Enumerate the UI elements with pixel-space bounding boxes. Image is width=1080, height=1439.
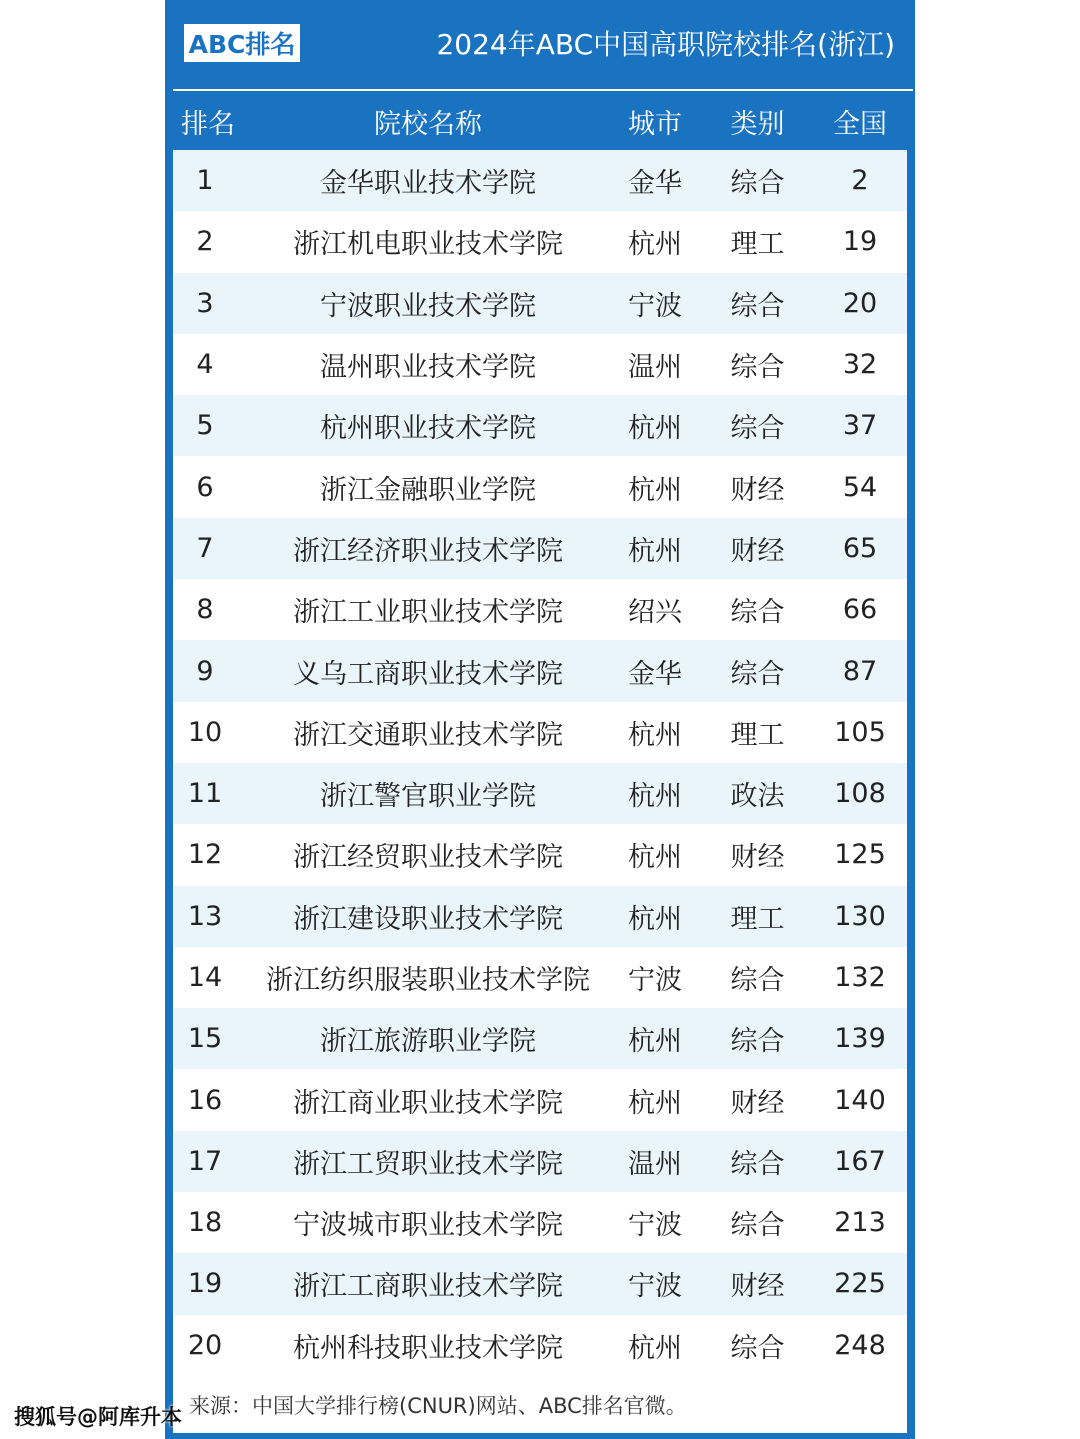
school-name-cell: 浙江纺织服装职业技术学院 [266,965,590,996]
type-cell: 综合 [730,1026,785,1058]
table-row [173,824,907,885]
rank-cell: 18 [187,1207,223,1239]
rank-cell: 15 [187,1023,223,1055]
table-row [173,763,907,824]
national-rank-cell: 87 [842,655,878,687]
national-rank-cell: 19 [842,226,878,258]
rank-cell: 17 [187,1145,223,1177]
table-row [173,456,907,517]
school-name-cell: 浙江旅游职业学院 [320,1026,536,1058]
type-cell: 理工 [730,719,785,751]
type-cell: 综合 [730,168,785,200]
school-name-cell: 浙江工商职业技术学院 [293,1271,563,1303]
type-cell: 综合 [730,290,785,322]
national-rank-cell: 132 [834,962,886,993]
city-cell: 宁波 [628,965,682,996]
table-row [173,1253,907,1314]
table-row [173,1315,907,1376]
city-cell: 金华 [628,168,682,200]
rank-cell: 1 [196,165,214,197]
school-name-cell: 浙江工贸职业技术学院 [293,1148,563,1180]
table-row [173,395,907,456]
school-name-cell: 金华职业技术学院 [320,168,536,200]
table-row [173,1131,907,1192]
table-body [173,150,915,1376]
city-cell: 温州 [628,1148,682,1180]
type-cell: 理工 [730,229,785,261]
ranking-card [165,0,915,1439]
national-rank-cell: 2 [851,165,869,197]
table-row [173,1008,907,1069]
school-name-cell: 温州职业技术学院 [320,352,536,384]
school-name-cell: 浙江机电职业技术学院 [293,229,563,261]
city-cell: 金华 [628,658,682,690]
city-cell: 绍兴 [628,597,682,629]
type-cell: 财经 [730,842,785,874]
rank-cell: 6 [196,471,214,503]
rank-cell: 7 [196,532,214,564]
school-name-cell: 浙江建设职业技术学院 [293,903,563,935]
rank-cell: 2 [196,226,214,258]
table-row [173,947,907,1008]
type-cell: 财经 [730,474,785,506]
city-cell: 宁波 [628,290,682,322]
national-rank-cell: 54 [842,471,878,503]
type-cell: 综合 [730,965,785,996]
city-cell: 杭州 [628,903,682,935]
source-note: 来源：中国大学排行榜(CNUR)网站、ABC排名官微。 [173,1376,907,1433]
table-row [173,640,907,701]
city-cell: 杭州 [628,474,682,506]
national-rank-cell: 213 [834,1207,886,1239]
national-rank-cell: 65 [842,532,878,564]
column-header-name: 院校名称 [374,108,482,140]
city-cell: 杭州 [628,842,682,874]
type-cell: 综合 [730,1332,785,1364]
page-title: 2024年ABC中国高职院校排名(浙江) [436,28,895,61]
city-cell: 杭州 [628,535,682,567]
city-cell: 宁波 [628,1210,682,1242]
table-row [173,579,907,640]
rank-cell: 12 [187,839,223,871]
type-cell: 综合 [730,597,785,629]
rank-cell: 13 [187,900,223,932]
table-row [173,1069,907,1130]
school-name-cell: 浙江商业职业技术学院 [293,1087,563,1119]
national-rank-cell: 66 [842,594,878,626]
abc-ranking-badge: ABC排名 [184,24,300,62]
school-name-cell: 浙江经贸职业技术学院 [293,842,563,874]
rank-cell: 10 [187,716,223,748]
city-cell: 温州 [628,352,682,384]
school-name-cell: 浙江经济职业技术学院 [293,535,563,567]
school-name-cell: 宁波城市职业技术学院 [293,1210,563,1242]
column-header-national: 全国 [833,108,887,140]
type-cell: 综合 [730,413,785,445]
rank-cell: 16 [187,1084,223,1116]
header-bar [165,0,915,88]
rank-cell: 14 [187,962,223,993]
national-rank-cell: 37 [842,410,878,442]
city-cell: 杭州 [628,719,682,751]
school-name-cell: 宁波职业技术学院 [320,290,536,322]
type-cell: 财经 [730,535,785,567]
table-row [173,702,907,763]
rank-cell: 20 [187,1329,223,1361]
national-rank-cell: 125 [834,839,886,871]
national-rank-cell: 105 [834,716,886,748]
column-header-rank: 排名 [181,108,235,140]
column-header-city: 城市 [628,108,682,140]
city-cell: 杭州 [628,229,682,261]
table-row [173,211,907,272]
type-cell: 综合 [730,1148,785,1180]
type-cell: 财经 [730,1087,785,1119]
type-cell: 财经 [730,1271,785,1303]
city-cell: 杭州 [628,1087,682,1119]
table-header [165,92,915,150]
table-row [173,150,907,211]
type-cell: 综合 [730,658,785,690]
type-cell: 综合 [730,352,785,384]
school-name-cell: 浙江警官职业学院 [320,781,536,813]
national-rank-cell: 20 [842,287,878,319]
national-rank-cell: 140 [834,1084,886,1116]
national-rank-cell: 139 [834,1023,886,1055]
table-row [173,886,907,947]
national-rank-cell: 248 [834,1329,886,1361]
national-rank-cell: 225 [834,1268,886,1300]
rank-cell: 5 [196,410,214,442]
school-name-cell: 杭州科技职业技术学院 [293,1332,563,1364]
rank-cell: 11 [187,778,223,810]
city-cell: 杭州 [628,413,682,445]
school-name-cell: 杭州职业技术学院 [320,413,536,445]
national-rank-cell: 130 [834,900,886,932]
city-cell: 宁波 [628,1271,682,1303]
school-name-cell: 浙江金融职业学院 [320,474,536,506]
header-divider [173,89,913,91]
type-cell: 理工 [730,903,785,935]
city-cell: 杭州 [628,781,682,813]
type-cell: 综合 [730,1210,785,1242]
rank-cell: 3 [196,287,214,319]
rank-cell: 9 [196,655,214,687]
table-row [173,1192,907,1253]
national-rank-cell: 108 [834,778,886,810]
rank-cell: 19 [187,1268,223,1300]
national-rank-cell: 167 [834,1145,886,1177]
school-name-cell: 浙江工业职业技术学院 [293,597,563,629]
column-header-type: 类别 [730,108,785,140]
rank-cell: 8 [196,594,214,626]
table-row [173,273,907,334]
city-cell: 杭州 [628,1332,682,1364]
national-rank-cell: 32 [842,349,878,381]
watermark: 搜狐号@阿库升本 [14,1405,182,1429]
table-row [173,518,907,579]
school-name-cell: 浙江交通职业技术学院 [293,719,563,751]
city-cell: 杭州 [628,1026,682,1058]
rank-cell: 4 [196,349,214,381]
table-row [173,334,907,395]
type-cell: 政法 [730,781,785,813]
school-name-cell: 义乌工商职业技术学院 [293,658,563,690]
